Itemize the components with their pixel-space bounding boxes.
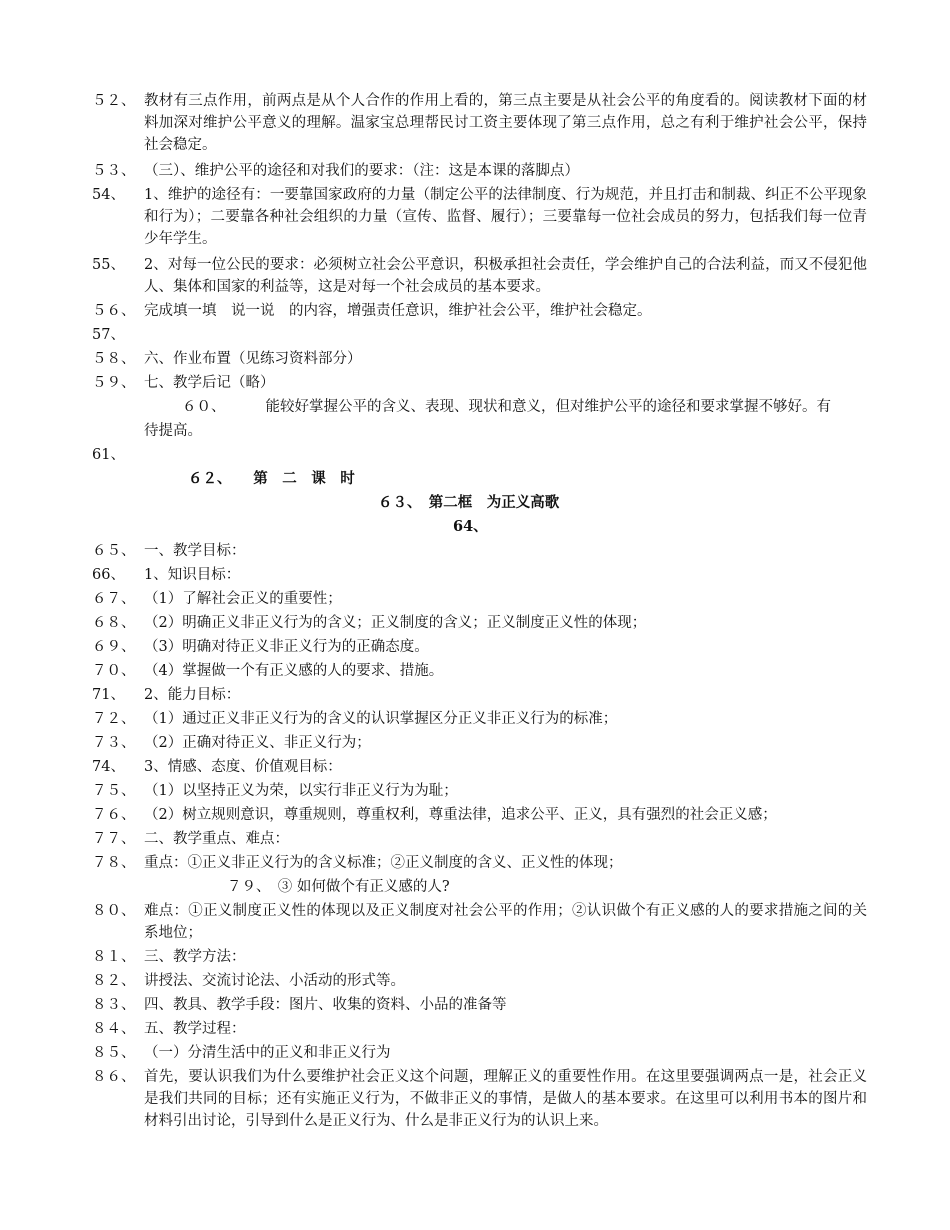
list-item bbox=[92, 804, 867, 826]
list-item bbox=[92, 852, 867, 874]
line-text: 教材有三点作用，前两点是从个人合作的作用上看的，第三点主要是从社会公平的角度看的。阅读教材下面的材料加深对维护公平意义的理解。温家宝总理帮民讨工资主要体现了第三点作用，总之有利于维护社会公平，保持社会稳定。 bbox=[144, 93, 867, 153]
section-heading: ６２、 第 二 课 时 bbox=[188, 470, 355, 487]
list-item bbox=[92, 588, 867, 610]
line-text: 首先，要认识我们为什么要维护社会正义这个问题，理解正义的重要性作用。在这里要强调两点一是，社会正义是我们共同的目标；还有实施正义行为，不做非正义的事情，是做人的基本要求。在这里可以利用书本的图片和材料引出讨论，引导到什么是正义行为、什么是非正义行为的认识上来。 bbox=[144, 1069, 867, 1129]
line-text-continuation: 待提高。 bbox=[144, 423, 202, 439]
line-number: ６８、 bbox=[92, 615, 136, 631]
line-text: 讲授法、交流讨论法、小活动的形式等。 bbox=[144, 973, 405, 989]
line-text: （三）、维护公平的途径和对我们的要求：（注：这是本课的落脚点） bbox=[144, 163, 579, 179]
line-text: 2、能力目标： bbox=[144, 687, 241, 703]
line-text: 重点：①正义非正义行为的含义标准；②正义制度的含义、正义性的体现； bbox=[144, 855, 623, 871]
page-title: ６３、 第二框 为正义高歌 bbox=[378, 494, 560, 511]
line-text: 六、作业布置（见练习资料部分） bbox=[144, 351, 362, 367]
line-number: ６０、 bbox=[182, 399, 226, 415]
list-item bbox=[92, 348, 867, 370]
list-item bbox=[92, 946, 867, 968]
line-text: 2、对每一位公民的要求：必须树立社会公平意识，积极承担社会责任，学会维护自己的合法利益，而又不侵犯他人、集体和国家的利益等，这是对每一个社会成员的基本要求。 bbox=[144, 257, 867, 295]
line-text: 能较好掌握公平的含义、表现、现状和意义，但对维护公平的途径和要求掌握不够好。有 bbox=[265, 399, 831, 415]
list-item bbox=[92, 636, 867, 658]
line-text: 二、教学重点、难点： bbox=[144, 831, 289, 847]
line-number: ７７、 bbox=[92, 831, 136, 847]
line-number: ８２、 bbox=[92, 973, 136, 989]
line-text: 难点：①正义制度正义性的体现以及正义制度对社会公平的作用；②认识做个有正义感的人的要求措施之间的关系地位； bbox=[144, 903, 867, 941]
list-item bbox=[92, 184, 867, 250]
list-item bbox=[92, 160, 867, 182]
list-item bbox=[92, 300, 867, 322]
line-number: ５９、 bbox=[92, 375, 136, 391]
line-text: 完成填一填 说一说 的内容，增强责任意识，维护社会公平，维护社会稳定。 bbox=[144, 303, 652, 319]
list-item bbox=[92, 660, 867, 682]
list-item bbox=[92, 756, 867, 778]
line-number: ５３、 bbox=[92, 163, 136, 179]
line-text: 1、知识目标： bbox=[144, 567, 241, 583]
line-text: 一、教学目标： bbox=[144, 543, 246, 559]
line-number: ７８、 bbox=[92, 855, 136, 871]
list-item bbox=[92, 564, 867, 586]
list-item bbox=[92, 1042, 867, 1064]
line-number: 54、 bbox=[92, 187, 125, 203]
line-text: （1）以坚持正义为荣，以实行非正义行为为耻； bbox=[144, 783, 458, 799]
list-item bbox=[92, 994, 867, 1016]
line-number: ８４、 bbox=[92, 1021, 136, 1037]
line-number: ８３、 bbox=[92, 997, 136, 1013]
list-item bbox=[92, 684, 867, 706]
line-number: ６７、 bbox=[92, 591, 136, 607]
line-number: ８６、 bbox=[92, 1069, 136, 1085]
line-text: 七、教学后记（略） bbox=[144, 375, 275, 391]
line-number: ８１、 bbox=[92, 949, 136, 965]
line-text: （2）树立规则意识，尊重规则，尊重权利，尊重法律，追求公平、正义，具有强烈的社会正义感； bbox=[144, 807, 777, 823]
list-item bbox=[92, 254, 867, 298]
line-number: ８５、 bbox=[92, 1045, 136, 1061]
list-item bbox=[182, 396, 831, 418]
line-number: 57、 bbox=[92, 327, 125, 343]
line-number: ７６、 bbox=[92, 807, 136, 823]
line-number: ６５、 bbox=[92, 543, 136, 559]
line-text: 三、教学方法： bbox=[144, 949, 246, 965]
line-number: 74、 bbox=[92, 759, 125, 775]
line-text: （4）掌握做一个有正义感的人的要求、措施。 bbox=[144, 663, 444, 679]
list-item bbox=[92, 780, 867, 802]
line-number: ５８、 bbox=[92, 351, 136, 367]
list-item bbox=[92, 970, 867, 992]
line-number: ７５、 bbox=[92, 783, 136, 799]
line-text: （3）明确对待正义非正义行为的正确态度。 bbox=[144, 639, 429, 655]
line-number: ６９、 bbox=[92, 639, 136, 655]
line-number: ７２、 bbox=[92, 711, 136, 727]
line-number: ７３、 bbox=[92, 735, 136, 751]
list-item bbox=[92, 708, 867, 730]
list-item: ７９、 ③ 如何做个有正义感的人? bbox=[227, 879, 450, 895]
line-number: 71、 bbox=[92, 687, 125, 703]
line-text: 3、情感、态度、价值观目标： bbox=[144, 759, 342, 775]
line-number: ５６、 bbox=[92, 303, 136, 319]
line-number: 55、 bbox=[92, 257, 125, 273]
list-item bbox=[92, 1066, 867, 1132]
line-text: 五、教学过程： bbox=[144, 1021, 246, 1037]
line-number: 61、 bbox=[92, 447, 125, 463]
line-text: （一）分清生活中的正义和非正义行为 bbox=[144, 1045, 391, 1061]
list-item bbox=[92, 732, 867, 754]
list-item bbox=[92, 540, 867, 562]
line-number: ８０、 bbox=[92, 903, 136, 919]
list-item bbox=[92, 372, 867, 394]
line-text: （2）正确对待正义、非正义行为； bbox=[144, 735, 371, 751]
line-number: ７０、 bbox=[92, 663, 136, 679]
list-item bbox=[92, 1018, 867, 1040]
list-item bbox=[92, 900, 867, 944]
line-text: （2）明确正义非正义行为的含义；正义制度的含义；正义制度正义性的体现； bbox=[144, 615, 647, 631]
line-number: ５２、 bbox=[92, 93, 136, 109]
line-text: （1）了解社会正义的重要性； bbox=[144, 591, 342, 607]
line-text: （1）通过正义非正义行为的含义的认识掌握区分正义非正义行为的标准； bbox=[144, 711, 618, 727]
line-number: 64、 bbox=[453, 518, 488, 535]
line-text: 1、维护的途径有：一要靠国家政府的力量（制定公平的法律制度、行为规范，并且打击和制裁、纠正不公平现象和行为）；二要靠各种社会组织的力量（宣传、监督、履行）；三要靠每一位社会成员的努力，包括我们每一位青少年学生。 bbox=[144, 187, 867, 247]
list-item bbox=[92, 612, 867, 634]
list-item bbox=[92, 90, 867, 156]
line-text: 四、教具、教学手段：图片、收集的资料、小品的准备等 bbox=[144, 997, 507, 1013]
line-number: 66、 bbox=[92, 567, 125, 583]
list-item bbox=[92, 828, 867, 850]
